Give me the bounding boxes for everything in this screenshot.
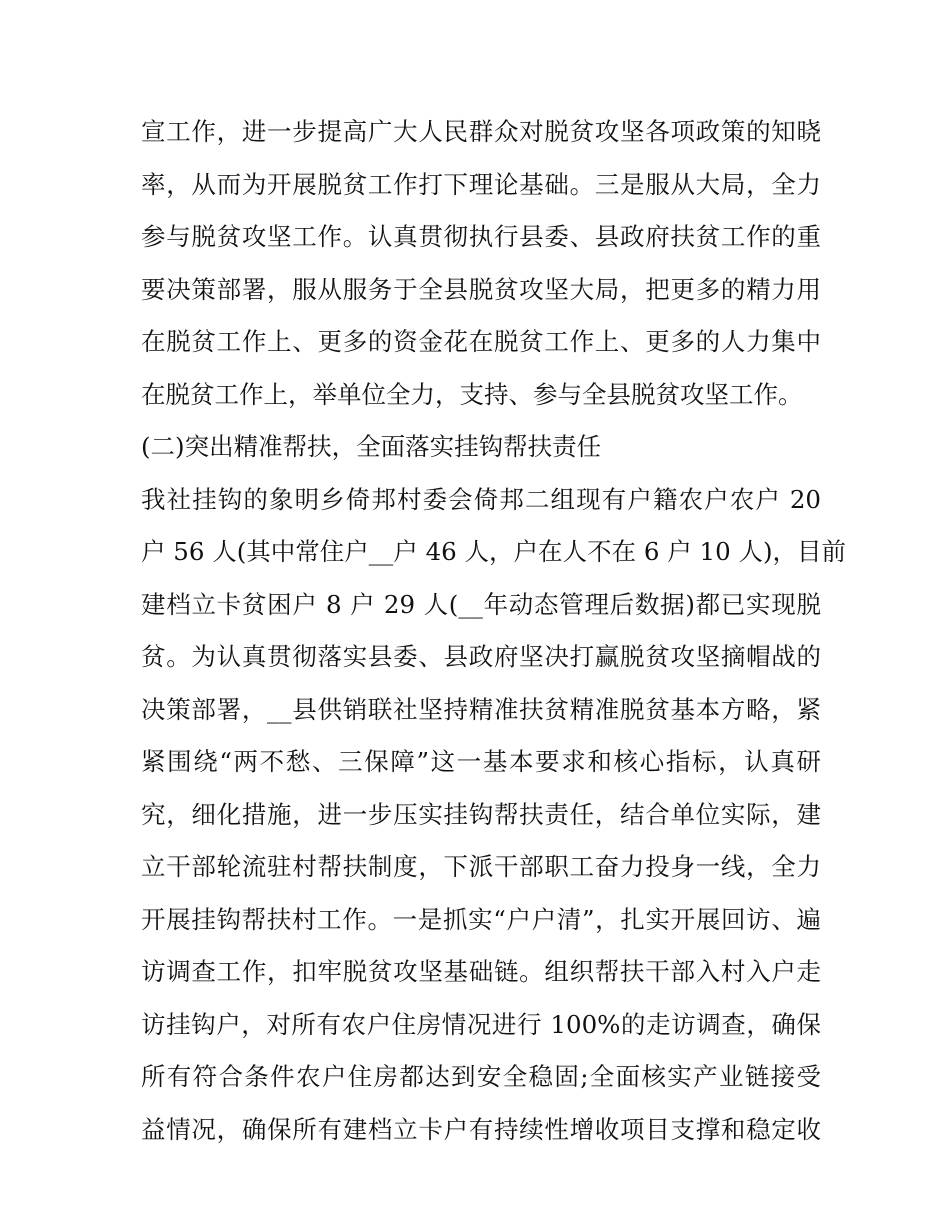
- text-line: 访挂钩户，对所有农户住房情况进行 100%的走访调查，确保: [141, 1009, 821, 1039]
- text-line: 所有符合条件农户住房都达到安全稳固;全面核实产业链接受: [141, 1062, 821, 1091]
- body-text: [141, 106, 847, 1156]
- text-line: 紧围绕“两不愁、三保障”这一基本要求和核心指标，认真研: [141, 747, 821, 776]
- text-line: 开展挂钩帮扶村工作。一是抓实“户户清”，扎实开展回访、遍: [141, 904, 821, 934]
- text-line: 究，细化措施，进一步压实挂钩帮扶责任，结合单位实际，建: [141, 799, 821, 829]
- text-line: 要决策部署，服从服务于全县脱贫攻坚大局，把更多的精力用: [141, 274, 821, 304]
- text-line: 宣工作，进一步提高广大人民群众对脱贫攻坚各项政策的知晓: [141, 117, 821, 146]
- text-line: 立干部轮流驻村帮扶制度，下派干部职工奋力投身一线，全力: [141, 852, 821, 881]
- text-line: 益情况，确保所有建档立卡户有持续性增收项目支撑和稳定收: [141, 1114, 821, 1144]
- text-line: 决策部署，__县供销联社坚持精准扶贫精准脱贫基本方略，紧: [141, 694, 821, 724]
- text-line: 户 56 人(其中常住户__户 46 人，户在人不在 6 户 10 人)，目前: [141, 537, 847, 566]
- text-line: 率，从而为开展脱贫工作打下理论基础。三是服从大局，全力: [141, 169, 821, 199]
- text-line: 在脱贫工作上，举单位全力，支持、参与全县脱贫攻坚工作。: [141, 379, 803, 409]
- text-line: 建档立卡贫困户 8 户 29 人(__年动态管理后数据)都已实现脱: [141, 589, 821, 619]
- text-line: 贫。为认真贯彻落实县委、县政府坚决打赢脱贫攻坚摘帽战的: [141, 642, 821, 671]
- text-line: 我社挂钩的象明乡倚邦村委会倚邦二组现有户籍农户农户 20: [141, 484, 821, 514]
- text-line: 访调查工作，扣牢脱贫攻坚基础链。组织帮扶干部入村入户走: [141, 957, 821, 986]
- section-heading: (二)突出精准帮扶，全面落实挂钩帮扶责任: [141, 432, 602, 461]
- text-line: 在脱贫工作上、更多的资金花在脱贫工作上、更多的人力集中: [141, 327, 821, 356]
- text-line: 参与脱贫攻坚工作。认真贯彻执行县委、县政府扶贫工作的重: [141, 222, 821, 251]
